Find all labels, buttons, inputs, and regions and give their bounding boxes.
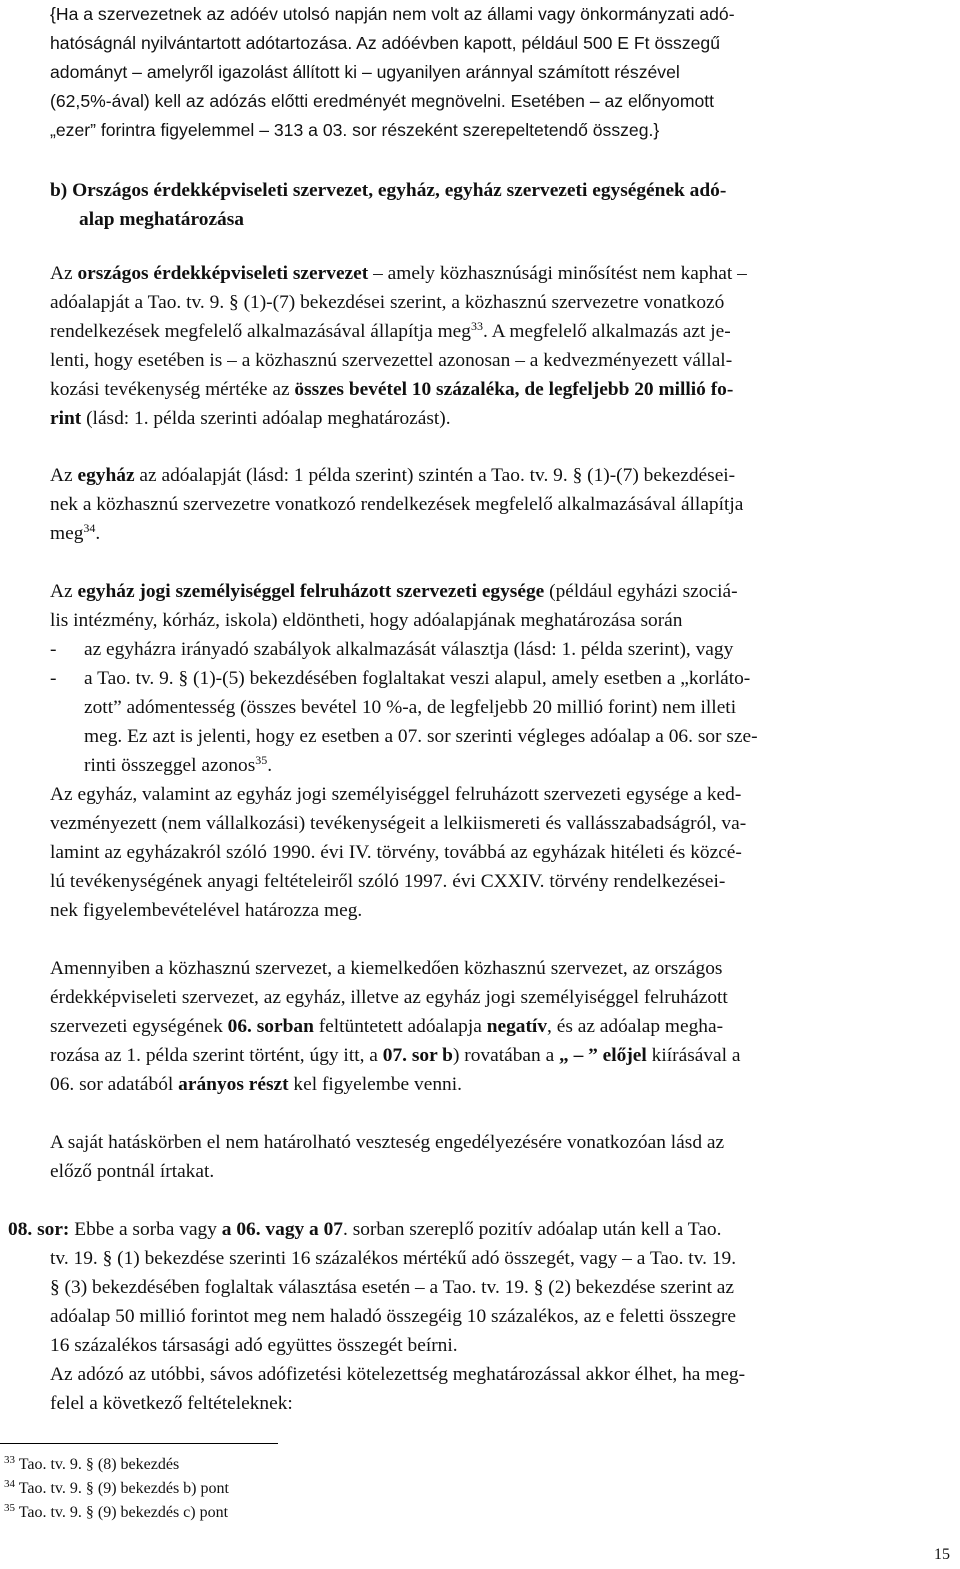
text-line: „ezer” forintra figyelemmel – 313 a 03. sor részeként szerepeltetendő összeg.} bbox=[50, 120, 660, 140]
footnote: $^{35}$ Tao. tv. 9. § (9) bekezdés c) pont bbox=[4, 1502, 229, 1521]
text-line: érdekképviseleti szervezet, az egyház, illetve az egyház jogi személyiséggel felruházott bbox=[50, 987, 728, 1008]
footnote-ref: 35 bbox=[255, 753, 268, 767]
text-line: kozási tevékenység mértéke az összes bevétel 10 százaléka, de legfeljebb 20 millió fo- bbox=[50, 379, 734, 400]
heading-line: b) Országos érdekképviseleti szervezet, egyház, egyház szervezeti egységének adó- bbox=[50, 180, 727, 201]
text-line: adóalap 50 millió forintot meg nem haladó összegéig 10 százalékos, az e feletti összegre bbox=[50, 1306, 736, 1327]
text-line: (62,5%-ával) kell az adózás előtti eredményét megnövelni. Esetében – az előnyomott bbox=[50, 91, 715, 111]
footnote-ref: 34 bbox=[83, 521, 96, 535]
text-line: rint (lásd: 1. példa szerinti adóalap meghatározást). bbox=[50, 408, 451, 429]
bullet-dash: - bbox=[50, 668, 57, 689]
paragraph-sajat bbox=[50, 1128, 955, 1186]
text-line: előző pontnál írtakat. bbox=[50, 1161, 215, 1182]
text-line: felel a következő feltételeknek: bbox=[50, 1393, 293, 1414]
bullet-dash: - bbox=[50, 639, 57, 660]
text-line: nek figyelembevételével határozza meg. bbox=[50, 900, 363, 921]
paragraph-amennyiben bbox=[50, 954, 955, 1099]
text-line: lamint az egyházakról szóló 1990. évi IV. törvény, továbbá az egyházak hitéleti és közcé- bbox=[50, 842, 742, 863]
text-line: lis intézmény, kórház, iskola) eldöntheti, hogy adóalapjának meghatározása során bbox=[50, 610, 683, 631]
intro-paragraph bbox=[50, 0, 955, 145]
footnote: $^{34}$ Tao. tv. 9. § (9) bekezdés b) pont bbox=[4, 1478, 229, 1497]
text-line: 08. sor: Ebbe a sorba vagy a 06. vagy a 07. sorban szereplő pozitív adóalap után kell a Tao. bbox=[8, 1219, 722, 1240]
text-line: rinti összeggel azonos$^{35}$. bbox=[84, 753, 273, 776]
text-line: rendelkezések megfelelő alkalmazásával állapítja meg$^{33}$. A megfelelő alkalmazás azt je- bbox=[50, 319, 731, 342]
heading-line: alap meghatározása bbox=[79, 209, 244, 230]
text-line: zott” adómentesség (összes bevétel 10 %-a, de legfeljebb 20 millió forint) nem illeti bbox=[84, 697, 737, 718]
text-line: {Ha a szervezetnek az adóév utolsó napján nem volt az állami vagy önkormányzati adó- bbox=[50, 4, 735, 24]
footnote-separator bbox=[0, 1443, 278, 1444]
text-line: adományt – amelyről igazolást állított ki – ugyanilyen aránnyal számított részével bbox=[50, 62, 680, 82]
paragraph-egyseg bbox=[50, 577, 955, 635]
text-line: hatóságnál nyilvántartott adótartozása. Az adóévben kapott, például 500 E Ft összegű bbox=[50, 33, 720, 53]
text-line: § (3) bekezdésében foglaltak választása esetén – a Tao. tv. 19. § (2) bekezdése szerint az bbox=[50, 1277, 735, 1298]
text-line: nek a közhasznú szervezetre vonatkozó rendelkezések megfelelő alkalmazásával állapítja bbox=[50, 494, 744, 515]
text-line: 06. sor adatából arányos részt kel figyelembe venni. bbox=[50, 1074, 462, 1095]
paragraph-valamint bbox=[50, 780, 955, 925]
text-line: Az egyház az adóalapját (lásd: 1 példa szerint) szintén a Tao. tv. 9. § (1)-(7) bekezdései- bbox=[50, 465, 736, 486]
paragraph-orszagos bbox=[50, 259, 955, 433]
paragraph-egyhaz bbox=[50, 461, 955, 548]
text-line: Az országos érdekképviseleti szervezet – amely közhasznúsági minősítést nem kaphat – bbox=[50, 263, 747, 284]
text-line: adóalapját a Tao. tv. 9. § (1)-(7) bekezdései szerint, a közhasznú szervezetre vonatkozó bbox=[50, 292, 725, 313]
text-line: rozása az 1. példa szerint történt, úgy itt, a 07. sor b) rovatában a „ – ” előjel kiírásával a bbox=[50, 1045, 741, 1066]
text-line: A saját hatáskörben el nem határolható veszteség engedélyezésére vonatkozóan lásd az bbox=[50, 1132, 725, 1153]
text-line: Az egyház, valamint az egyház jogi személyiséggel felruházott szervezeti egysége a ked- bbox=[50, 784, 742, 805]
text-line: meg$^{34}$. bbox=[50, 521, 101, 544]
text-line: Az egyház jogi személyiséggel felruházott szervezeti egysége (például egyházi szociá- bbox=[50, 581, 738, 602]
text-line: 16 százalékos társasági adó együttes összegét beírni. bbox=[50, 1335, 458, 1356]
text-line: Az adózó az utóbbi, sávos adófizetési kötelezettség meghatározással akkor élhet, ha meg- bbox=[50, 1364, 746, 1385]
text-line: a Tao. tv. 9. § (1)-(5) bekezdésében foglaltakat veszi alapul, amely esetben a „korláto- bbox=[84, 668, 751, 689]
text-line: lenti, hogy esetében is – a közhasznú szervezettel azonosan – a kedvezményezett vállal- bbox=[50, 350, 733, 371]
text-line: vezményezett (nem vállalkozási) tevékenységeit a lelkiismereti és vallásszabadságról, va- bbox=[50, 813, 747, 834]
text-line: szervezeti egységének 06. sorban feltüntetett adóalapja negatív, és az adóalap megha- bbox=[50, 1016, 724, 1037]
text-line: lú tevékenységének anyagi feltételeiről szóló 1997. évi CXXIV. törvény rendelkezései- bbox=[50, 871, 726, 892]
page-number: 15 bbox=[934, 1546, 950, 1563]
footnote: $^{33}$ Tao. tv. 9. § (8) bekezdés bbox=[4, 1454, 180, 1473]
paragraph-08-sor bbox=[8, 1215, 955, 1418]
text-line: Amennyiben a közhasznú szervezet, a kiemelkedően közhasznú szervezet, az országos bbox=[50, 958, 723, 979]
text-line: meg. Ez azt is jelenti, hogy ez esetben a 07. sor szerinti végleges adóalap a 06. sor sze- bbox=[84, 726, 758, 747]
section-heading bbox=[50, 176, 955, 234]
text-line: az egyházra irányadó szabályok alkalmazását választja (lásd: 1. példa szerint), vagy bbox=[84, 639, 734, 660]
text-line: tv. 19. § (1) bekezdése szerinti 16 százalékos mértékű adó összegét, vagy – a Tao. tv. 19. bbox=[50, 1248, 737, 1269]
footnote-ref: 33 bbox=[471, 319, 483, 333]
